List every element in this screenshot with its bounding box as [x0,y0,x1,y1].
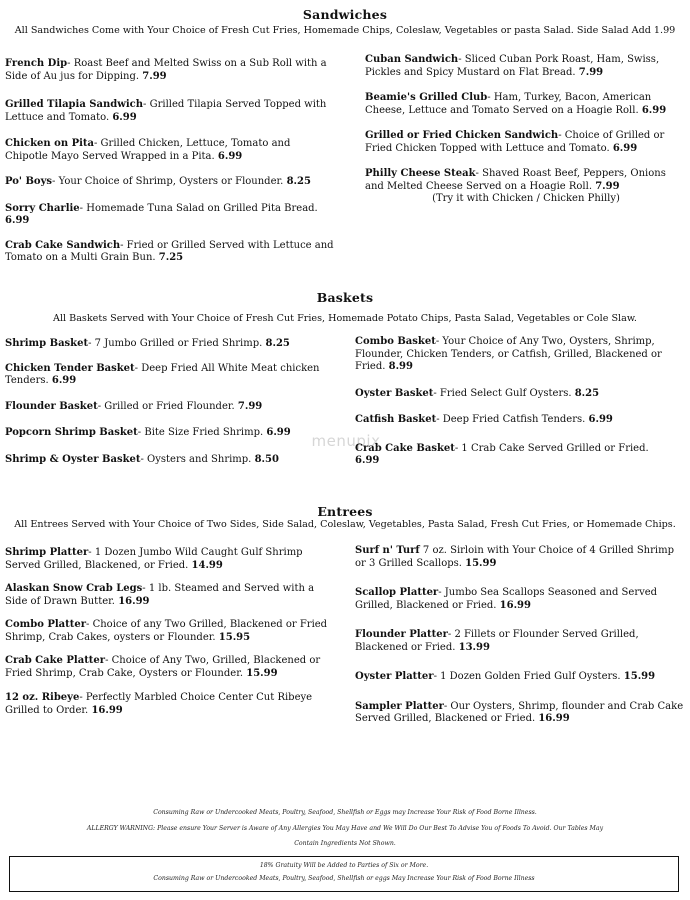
menu-item-name: Flounder Platter [355,629,448,640]
menu-item-description: - 1 lb. Steamed and Served with a Side of Drawn Butter. [5,583,315,607]
menu-item-price: 6.99 [355,455,380,466]
menu-item [355,414,675,427]
menu-item-description: - Sliced Cuban Pork Roast, Ham, Swiss, Pickles and Spicy Mustard on Flat Bread. [365,54,660,78]
baskets-right-column [355,336,675,468]
menu-item-description: - Bite Size Fried Shrimp. [137,427,264,438]
menu-item [5,655,335,680]
menu-item-note: (Try it with Chicken / Chicken Philly) [432,193,620,204]
menu-item-description: - 1 Dozen Golden Fried Gulf Oysters. [433,671,621,682]
sandwiches-right-column [365,54,687,206]
menu-item-name: Combo Basket [355,336,436,347]
menu-item-name: Sorry Charlie [5,202,80,214]
menu-item-description: - Choice of Any Two, Grilled, Blackened or Fried Shrimp, Crab Cake, Oysters or Flounder. [5,655,321,679]
menu-item-price: 8.25 [265,338,290,349]
menu-item-name: Philly Cheese Steak [365,168,476,179]
menu-item [5,692,335,717]
menu-item [5,58,335,83]
menu-item-description: - 7 Jumbo Grilled or Fried Shrimp. [88,338,263,349]
menu-item-name: Oyster Platter [355,671,434,682]
menu-item-description: - Roast Beef and Melted Swiss on a Sub Roll with a Side of Au jus for Dipping. [5,58,327,82]
menu-item-price: 7.25 [158,252,184,263]
menu-item [355,388,675,401]
menu-item-price: 8.25 [286,176,311,187]
consumption-warning: Consuming Raw or Undercooked Meats, Poultry, Seafood, Shellfish or eggs May Increase Your Risk of Food Borne Illness [153,875,535,882]
menu-item-price: 7.99 [142,70,167,82]
menu-item-price: 16.99 [499,599,531,611]
menu-item-description: - Oysters and Shrimp. [140,453,252,465]
menu-item-description: - Fried Select Gulf Oysters. [433,387,572,399]
menu-item-name: Surf n' Turf [355,545,420,556]
menu-item-name: Oyster Basket [355,387,434,399]
menu-item [5,583,335,608]
menu-item [5,338,330,351]
menu-item-price: 15.99 [246,667,278,679]
menu-item [5,138,335,163]
menu-item-price: 13.99 [458,641,490,653]
menu-item [365,54,687,79]
menu-item [5,619,335,644]
menu-item [5,99,335,124]
footer-notice-box [9,856,679,892]
menu-item-name: Scallop Platter [355,587,439,598]
menu-item-description: - 2 Fillets or Flounder Served Grilled, Blackened or Fried. [355,629,639,653]
menu-item-name: Alaskan Snow Crab Legs [5,583,143,594]
menu-item [355,629,685,654]
menu-item-price: 7.99 [578,66,604,78]
menu-item-name: Catfish Basket [355,414,437,425]
footer-line-1: Consuming Raw or Undercooked Meats, Poultry, Seafood, Shellfish or Eggs may Increase Your Risk of Food Borne Illness. [153,809,537,816]
menu-item-price: 7.99 [237,400,263,412]
menu-item [5,176,335,189]
menu-item-name: Shrimp Basket [5,338,89,349]
menu-item-description: 7 oz. Sirloin with Your Choice of 4 Grilled Shrimp or 3 Grilled Scallops. [355,545,674,569]
sandwiches-left-column [5,54,335,265]
menu-item-description: - 1 Dozen Jumbo Wild Caught Gulf Shrimp Served Grilled, Blackened, or Fried. [5,547,303,571]
menu-item-description: - Your Choice of Any Two, Oysters, Shrimp, Flounder, Chicken Tenders, or Catfish, Grilled, Blackened or Fried. [355,336,662,372]
menu-item [5,547,335,572]
sandwiches-note: All Sandwiches Come with Your Choice of Fresh Cut Fries, Homemade Chips, Coleslaw, Vegetables or pasta Salad. Side Salad Add 1.99 [14,25,676,36]
menu-item [5,454,330,467]
menu-item-name: Crab Cake Sandwich [5,239,121,251]
menu-item [355,545,685,570]
watermark: menupix [311,432,381,450]
menu-item [5,240,335,265]
footer-line-2: ALLERGY WARNING: Please ensure Your Server is Aware of Any Allergies You May Have and We Will Do Our Best To Advise You of Foods To Avoid. Our Tables May [86,825,604,832]
baskets-note: All Baskets Served with Your Choice of Fresh Cut Fries, Homemade Potato Chips, Pasta Salad, Vegetables or Cole Slaw. [53,313,637,324]
menu-item-name: Combo Platter [5,619,87,630]
menu-item [355,701,685,726]
menu-item-description: - Choice of Grilled or Fried Chicken Topped with Lettuce and Tomato. [365,130,665,154]
menu-item-description: - Deep Fried All White Meat chicken Tenders. [5,362,320,386]
menu-item-price: 6.99 [5,215,30,226]
menu-item-price: 15.95 [218,631,251,643]
menu-item [355,443,675,468]
menu-item-price: 15.99 [623,671,656,682]
menu-item-description: - Grilled Tilapia Served Topped with Lettuce and Tomato. [5,99,327,123]
menu-item-name: Crab Cake Platter [5,655,106,666]
menu-item-price: 8.50 [254,453,279,465]
menu-item-description: - Deep Fried Catfish Tenders. [436,414,586,425]
menu-item [5,203,335,228]
menu-item-name: Beamie's Grilled Club [365,92,488,103]
menu-item-name: Grilled Tilapia Sandwich [5,99,144,110]
menu-item-name: 12 oz. Ribeye [5,692,80,703]
menu-item-price: 6.99 [51,375,77,386]
menu-item-price: 7.99 [595,180,620,192]
gratuity-notice: 18% Gratuity Will be Added to Parties of Six or More. [259,862,429,869]
menu-item-name: Flounder Basket [5,400,98,412]
menu-item-name: Cuban Sandwich [365,54,459,65]
entrees-left-column [5,547,335,717]
menu-item-description: - Ham, Turkey, Bacon, American Cheese, Lettuce and Tomato Served on a Hoagie Roll. [365,92,652,116]
menu-item-price: 6.99 [641,104,667,116]
menu-item-price: 6.99 [217,150,243,162]
menu-item-price: 6.99 [612,142,638,154]
entrees-right-column [355,545,685,726]
menu-item-name: Grilled or Fried Chicken Sandwich [365,130,559,141]
menu-item-price: 15.99 [465,557,497,569]
menu-item-description: - Fried or Grilled Served with Lettuce and Tomato on a Multi Grain Bun. [5,239,334,263]
menu-item-description: - Jumbo Sea Scallops Seasoned and Served Grilled, Blackened or Fried. [355,587,658,611]
menu-item-name: Po' Boys [5,176,53,187]
menu-item [355,587,685,612]
entrees-title: Entrees [317,504,373,519]
entrees-note: All Entrees Served with Your Choice of Two Sides, Side Salad, Coleslaw, Vegetables, Pasta Salad, Fresh Cut Fries, or Homemade Chips. [14,519,676,530]
menu-item [365,168,687,206]
menu-item-description: - Perfectly Marbled Choice Center Cut Ribeye Grilled to Order. [5,692,313,716]
menu-item [5,427,330,440]
menu-item-price: 6.99 [266,427,291,438]
menu-item-price: 16.99 [91,704,123,716]
menu-item-description: - Choice of any Two Grilled, Blackened or Fried Shrimp, Crab Cakes, oysters or Flounder. [5,619,328,643]
menu-item-name: Sampler Platter [355,700,444,712]
menu-item-name: Shrimp Platter [5,547,89,558]
menu-item-price: 14.99 [191,559,223,571]
menu-item-price: 16.99 [538,713,570,724]
menu-item-name: French Dip [5,58,68,69]
menu-item-price: 6.99 [588,414,613,425]
menu-item-price: 8.25 [574,387,600,399]
menu-item-description: - Our Oysters, Shrimp, flounder and Crab Cake Served Grilled, Blackened or Fried. [355,700,684,724]
menu-item [5,401,330,414]
menu-item-price: 8.99 [388,361,413,372]
menu-item-description: - Homemade Tuna Salad on Grilled Pita Bread. [79,202,318,214]
baskets-title: Baskets [316,290,374,305]
baskets-left-column [5,338,330,466]
menu-item-price: 16.99 [118,595,150,607]
footer-line-3: Contain Ingredients Not Shown. [294,840,396,847]
menu-item-description: - 1 Crab Cake Served Grilled or Fried. [454,442,649,454]
menu-item-name: Crab Cake Basket [355,442,455,454]
sandwiches-title: Sandwiches [302,7,388,22]
menu-item-name: Chicken Tender Basket [5,362,135,374]
menu-item-description: - Grilled or Fried Flounder. [97,400,235,412]
menu-item-name: Shrimp & Oyster Basket [5,453,141,465]
menu-item [365,92,687,117]
menu-item-description: - Shaved Roast Beef, Peppers, Onions and Melted Cheese Served on a Hoagie Roll. [365,168,666,192]
menu-item [355,671,685,684]
menu-item-name: Chicken on Pita [5,138,94,149]
menu-item-name: Popcorn Shrimp Basket [5,427,138,438]
menu-item [5,363,330,388]
menu-item [355,336,675,374]
menu-item-description: - Your Choice of Shrimp, Oysters or Flounder. [52,176,284,187]
menu-item-description: - Grilled Chicken, Lettuce, Tomato and Chipotle Mayo Served Wrapped in a Pita. [5,138,291,162]
menu-item [365,130,687,155]
menu-item-price: 6.99 [112,111,137,123]
